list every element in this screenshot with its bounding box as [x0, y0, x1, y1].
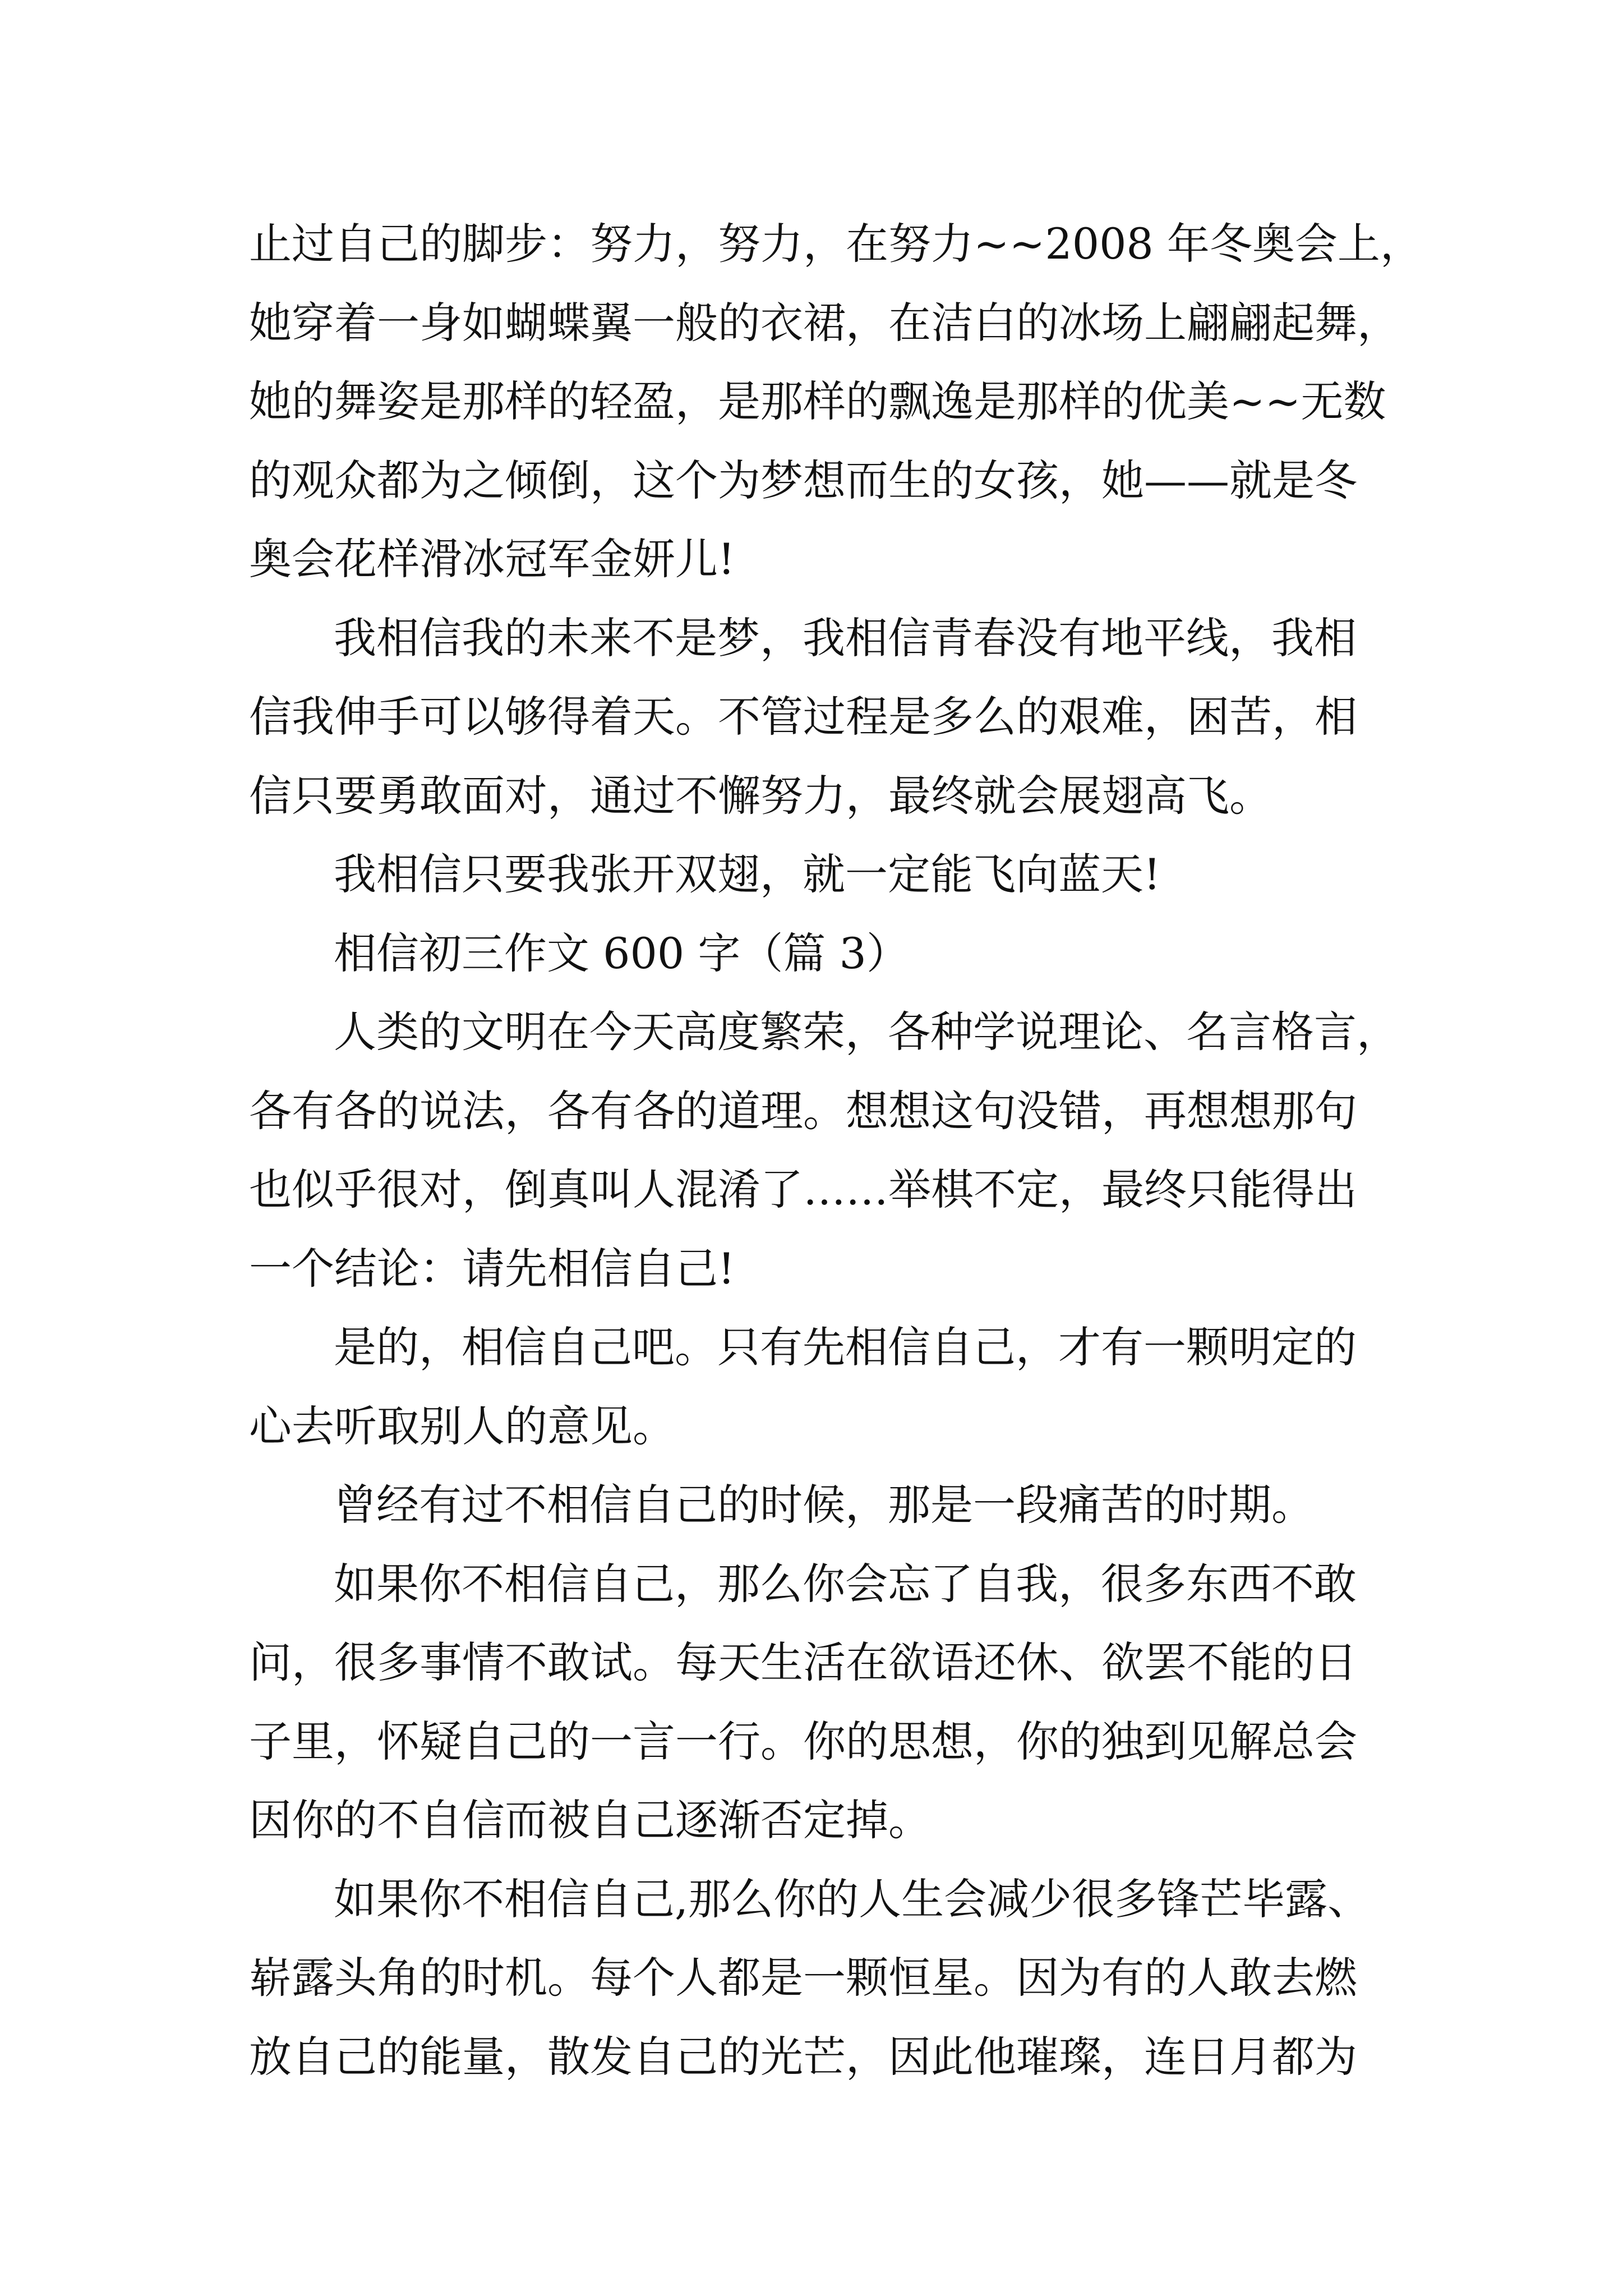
paragraph-first-line: 曾经有过不相信自己的时候，那是一段痛苦的时期。 [334, 1480, 1314, 1530]
text-line: 一个结论：请先相信自己! [249, 1244, 735, 1294]
text-line: 放自己的能量，散发自己的光芒，因此他璀璨，连日月都为 [249, 2032, 1357, 2082]
section-heading: 相信初三作文 600 字（篇 3） [334, 928, 909, 978]
text-line: 子里，怀疑自己的一言一行。你的思想，你的独到见解总会 [249, 1717, 1357, 1766]
text-line: 信我伸手可以够得着天。不管过程是多么的艰难，困苦，相 [249, 692, 1357, 742]
text-line: 问，很多事情不敢试。每天生活在欲语还休、欲罢不能的日 [249, 1637, 1357, 1687]
paragraph-first-line: 如果你不相信自己,那么你的人生会减少很多锋芒毕露、 [334, 1874, 1371, 1924]
text-line: 也似乎很对，倒真叫人混淆了……举棋不定，最终只能得出 [249, 1165, 1357, 1214]
paragraph-first-line: 是的，相信自己吧。只有先相信自己，才有一颗明定的 [334, 1322, 1357, 1372]
paragraph-first-line: 我相信我的未来不是梦，我相信青春没有地平线，我相 [334, 613, 1357, 663]
text-line: 各有各的说法，各有各的道理。想想这句没错，再想想那句 [249, 1086, 1357, 1136]
text-line: 崭露头角的时机。每个人都是一颗恒星。因为有的人敢去燃 [249, 1953, 1357, 2003]
text-line: 止过自己的脚步：努力，努力，在努力~~2008 年冬奥会上， [249, 219, 1423, 269]
text-line: 她的舞姿是那样的轻盈，是那样的飘逸是那样的优美~~无数 [249, 376, 1386, 426]
text-line: 信只要勇敢面对，通过不懈努力，最终就会展翅高飞。 [249, 771, 1272, 821]
text-line: 心去听取别人的意见。 [249, 1401, 675, 1451]
text-line: 奥会花样滑冰冠军金妍儿! [249, 534, 735, 584]
text-line: 的观众都为之倾倒，这个为梦想而生的女孩，她——就是冬 [249, 455, 1357, 505]
text-line: 因你的不自信而被自己逐渐否定掉。 [249, 1795, 931, 1845]
paragraph-first-line: 人类的文明在今天高度繁荣，各种学说理论、名言格言， [334, 1007, 1399, 1057]
paragraph-first-line: 我相信只要我张开双翅，就一定能飞向蓝天! [334, 849, 1161, 899]
paragraph-first-line: 如果你不相信自己，那么你会忘了自我，很多东西不敢 [334, 1559, 1357, 1609]
text-line: 她穿着一身如蝴蝶翼一般的衣裙，在洁白的冰场上翩翩起舞， [249, 298, 1400, 348]
